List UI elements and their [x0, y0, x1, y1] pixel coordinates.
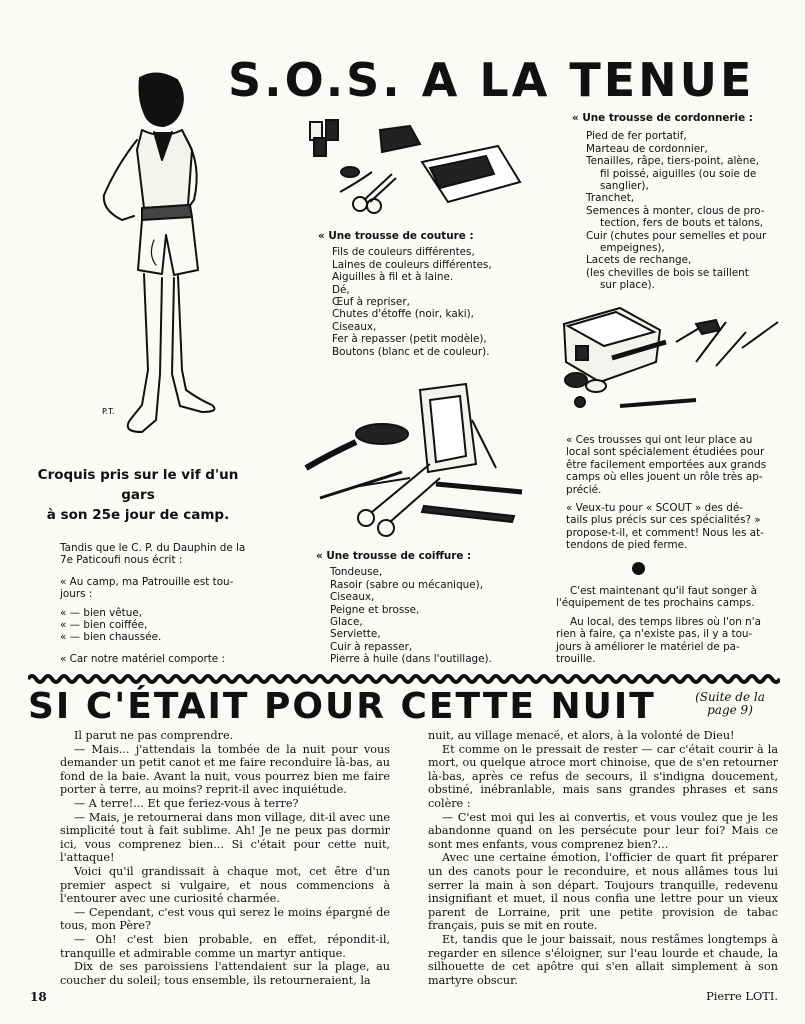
text-line: « Veux-tu pour « SCOUT » des dé-	[566, 502, 743, 515]
sketch-caption	[28, 465, 248, 525]
list-item: (les chevilles de bois se taillent	[586, 266, 749, 279]
paragraph: Voici qu'il grandissait à chaque mot, cet être d'un premier aspect si vulgaire, et nous commencions à l'entourer avec une curiosité charmée.	[60, 864, 390, 906]
list-item: Tranchet,	[586, 192, 635, 205]
story-title: SI C'ÉTAIT POUR CETTE NUIT	[28, 686, 656, 727]
text-line: propose-t-il, et comment! Nous les at-	[566, 526, 764, 539]
list-item: Fer à repasser (petit modèle),	[332, 333, 487, 346]
story-column-2	[428, 729, 778, 1004]
list-item: Fils de couleurs différentes,	[332, 246, 475, 259]
story-column-1	[60, 729, 390, 987]
caption-line: à son 25e jour de camp.	[46, 507, 230, 523]
text-line: local sont spécialement étudiées pour	[566, 446, 765, 459]
paragraph: Dix de ses paroissiens l'attendaient sur la plage, au coucher du soleil; tous ensemble, ils retourneraient, la	[60, 960, 390, 987]
artist-initials: P.T.	[102, 407, 115, 416]
text-line: trouille.	[556, 653, 596, 666]
intro-text	[60, 542, 260, 665]
list-item: Rasoir (sabre ou mécanique),	[330, 578, 484, 591]
list-item: empeignes),	[600, 242, 665, 255]
list-item: Ciseaux,	[332, 320, 377, 333]
text-line: l'équipement de tes prochains camps.	[556, 597, 755, 610]
text-line: rien à faire, ça n'existe pas, il y a tou-	[556, 628, 753, 641]
sewing-kit-illustration	[300, 112, 522, 220]
page-number: 18	[30, 990, 47, 1004]
continued-note	[681, 691, 779, 717]
text-line: tails plus précis sur ces spécialités? »	[566, 514, 761, 527]
list-item: Cuir à repasser,	[330, 640, 413, 653]
paragraph	[566, 502, 781, 552]
paragraph	[566, 434, 781, 496]
paragraph: — A terre!... Et que feriez-vous à terre?	[74, 796, 299, 810]
text-line: camps où elles jouent un rôle très ap-	[566, 471, 763, 484]
text-line: Tandis que le C. P. du Dauphin de la	[60, 542, 246, 554]
paragraph: — Oh! c'est bien probable, en effet, répondit-il, tranquille et admirable comme un martyr antique.	[60, 932, 390, 960]
text-line: « Car notre matériel comporte :	[60, 652, 225, 665]
list-item: Cuir (chutes pour semelles et pour	[586, 229, 767, 242]
paragraph: Avec une certaine émotion, l'officier de quart fit préparer un des canots pour le reconduire, et nous allâmes tous lui serrer la main à son départ. Toujours tranquille, redevenu insignifiant et muet, il nous confia une lettre pour un vieux parent de Lorraine, prit une petite provision de tabac français, puis se mit en route.	[428, 851, 778, 933]
text-line: jours :	[60, 588, 93, 601]
list-item: Tondeuse,	[330, 566, 383, 579]
kit-description	[566, 434, 781, 552]
paragraph: — Mais, je retournerai dans mon village, dit-il avec une simplicité tout à fait sublime. Ah! Je ne peux pas dormir ici, vous comprenez bien... Si c'était pour cette nuit, l'attaque!	[60, 810, 390, 865]
list-item: Peigne et brosse,	[330, 603, 420, 616]
text-line: précié.	[566, 483, 602, 496]
list-item: Ciseaux,	[330, 591, 375, 604]
list-item: Pied de fer portatif,	[586, 130, 687, 143]
page-title: S.O.S. A LA TENUE	[228, 53, 755, 107]
author-signature: Pierre LOTI.	[706, 989, 778, 1004]
list-item: Marteau de cordonnier,	[586, 142, 708, 155]
list-item: Glace,	[330, 616, 363, 629]
list-item: sanglier),	[600, 180, 649, 193]
list-item: Pierre à huile (dans l'outillage).	[330, 653, 492, 666]
list-item: Laines de couleurs différentes,	[332, 258, 492, 271]
text-line: « Ces trousses qui ont leur place au	[566, 434, 753, 446]
list-item: fil poissé, aiguilles (ou soie de	[600, 167, 757, 180]
hairdressing-kit-heading: « Une trousse de coiffure :	[316, 550, 472, 562]
text-line: « Au camp, ma Patrouille est tou-	[60, 575, 234, 588]
paragraph: Il parut ne pas comprendre.	[74, 729, 234, 742]
shoemaker-kit-list	[572, 112, 787, 292]
list-item: Œuf à repriser,	[332, 296, 410, 309]
list-item: Serviette,	[330, 628, 381, 641]
paragraph: Et, tandis que le jour baissait, nous restâmes longtemps à regarder en silence s'éloigner, sur l'eau lourde et chaude, la silhouette de cet apôtre qui s'en allait simplement à son martyre obscur.	[428, 932, 778, 987]
continued-line: page 9)	[707, 703, 753, 717]
text-line: C'est maintenant qu'il faut songer à	[570, 585, 758, 597]
list-item: Lacets de rechange,	[586, 254, 692, 267]
text-line: 7e Paticoufi nous écrit :	[60, 554, 183, 567]
text-line: « — bien coiffée,	[60, 619, 148, 632]
caption-line: Croquis pris sur le vif d'un gars	[37, 467, 239, 503]
paragraph: — Cependant, c'est vous qui serez le moins épargné de tous, mon Père?	[60, 905, 390, 933]
paragraph: — Mais... j'attendais la tombée de la nuit pour vous demander un petit canot et me faire reconduire là-bas, au fond de la baie. Avant la nuit, vous pourrez bien me faire porter à terre, au moins? reprit-il avec inquiétude.	[60, 742, 390, 797]
text-line: jours à améliorer le matériel de pa-	[556, 640, 740, 653]
scout-boy-illustration	[82, 70, 232, 450]
bullet-dot	[632, 562, 645, 575]
list-item: Tenailles, râpe, tiers-point, alène,	[586, 155, 760, 168]
text-line: tendons de pied ferme.	[566, 539, 688, 552]
list-item: tection, fers de bouts et talons,	[600, 217, 764, 230]
list-item: Aiguilles à fil et à laine.	[332, 271, 454, 284]
text-line: Au local, des temps libres où l'on n'a	[570, 615, 761, 628]
paragraph: — C'est moi qui les ai convertis, et vous voulez que je les abandonne quand on les persécute pour leur foi? Mais ce sont mes enfants, vous comprenez bien?...	[428, 810, 778, 851]
continued-line: (Suite de la	[695, 690, 765, 704]
list-item: Chutes d'étoffe (noir, kaki),	[332, 308, 474, 321]
paragraph: Et comme on le pressait de rester — car c'était courir à la mort, ou quelque atroce mort chinoise, que de s'en retourner là-bas, après ce refus de secours, il s'indigna doucement, obstiné, inébranlable, mais sans grandes phrases et sans colère :	[428, 742, 778, 810]
shoemaker-kit-heading: « Une trousse de cordonnerie :	[572, 112, 753, 124]
list-item: sur place).	[600, 279, 655, 292]
text-line: « — bien vêtue,	[60, 606, 143, 619]
sewing-kit-list	[318, 230, 528, 358]
hairdressing-kit-illustration	[300, 380, 530, 546]
text-line: « — bien chaussée.	[60, 631, 162, 644]
shoemaker-kit-illustration	[556, 302, 782, 414]
paragraph: nuit, au village menacé, et alors, à la volonté de Dieu!	[428, 729, 735, 742]
list-item: Boutons (blanc et de couleur).	[332, 345, 490, 358]
list-item: Semences à monter, clous de pro-	[586, 204, 765, 217]
list-item: Dé,	[332, 283, 350, 296]
text-line: être facilement emportées aux grands	[566, 458, 767, 471]
hairdressing-kit-list	[316, 550, 531, 666]
closing-text	[556, 585, 781, 665]
sewing-kit-heading: « Une trousse de couture :	[318, 230, 474, 242]
